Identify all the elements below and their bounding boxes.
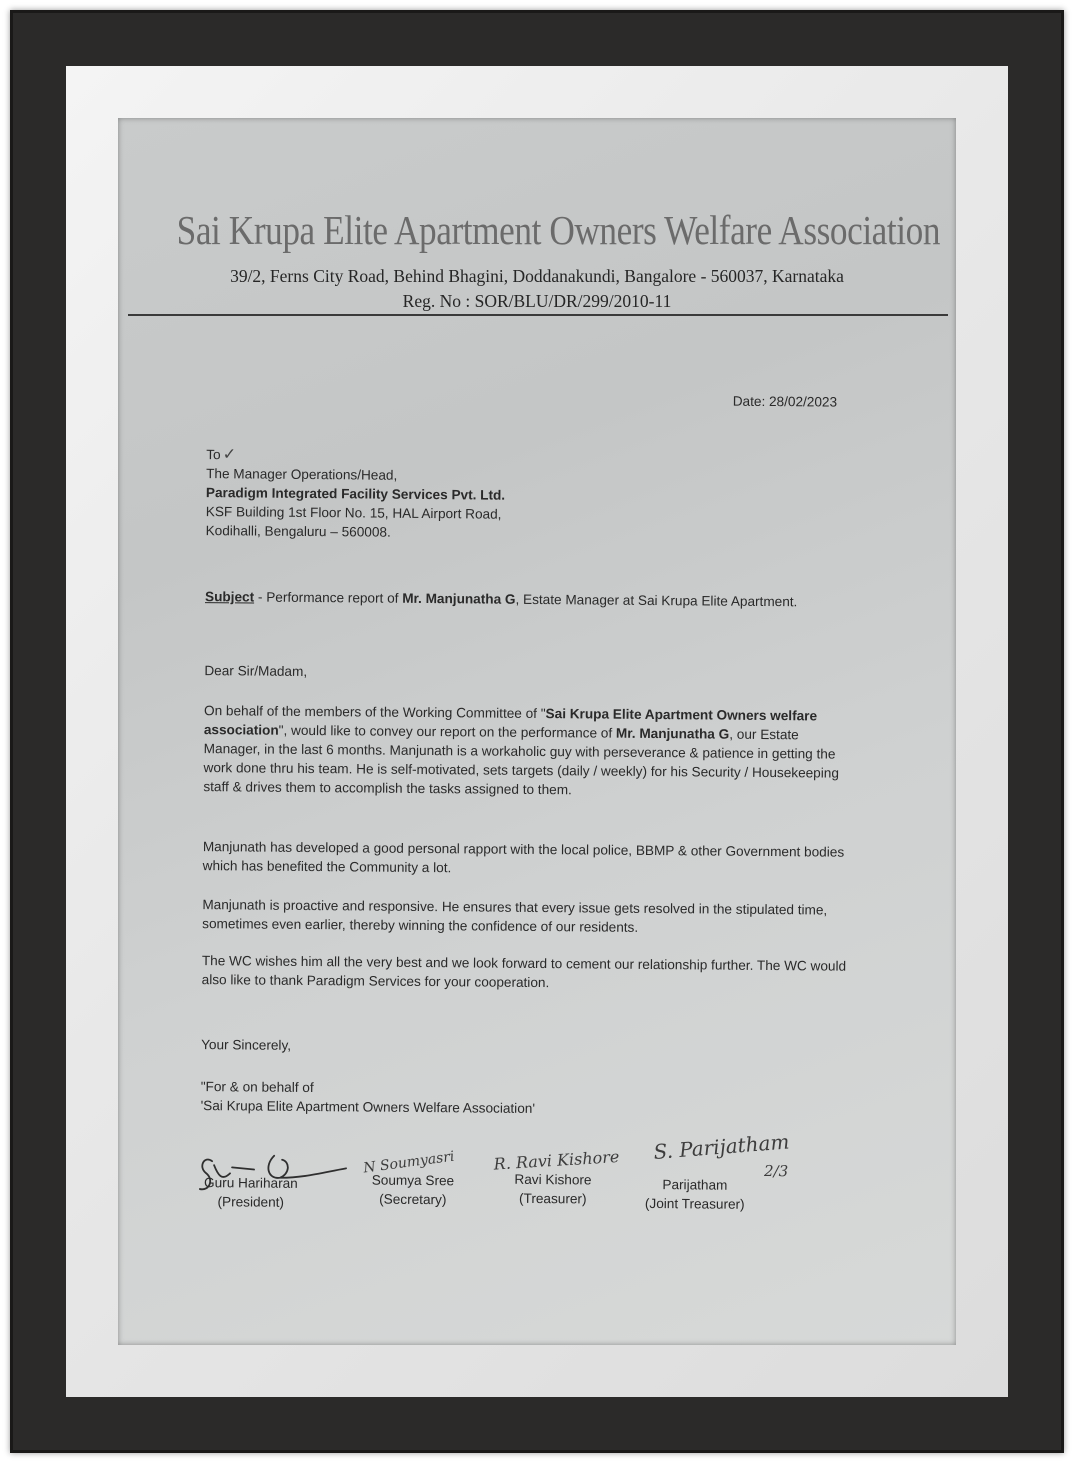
signatory-president bbox=[176, 1173, 326, 1212]
letterhead-title: Sai Krupa Elite Apartment Owners Welfare Association bbox=[176, 207, 941, 253]
signature-secretary-text: N Soumyasri bbox=[362, 1148, 456, 1177]
signatory-name: Guru Hariharan bbox=[204, 1175, 298, 1191]
paragraph-1-part-c: ", would like to convey our report on the performance of bbox=[278, 722, 617, 741]
to-line bbox=[206, 445, 236, 464]
recipient-line-3: KSF Building 1st Floor No. 15, HAL Airport Road, bbox=[205, 504, 502, 522]
signature-joint-treasurer-text: S. Parijatham bbox=[652, 1129, 791, 1165]
subject-label: Subject bbox=[204, 589, 255, 605]
frame-mat bbox=[66, 66, 1008, 1397]
signatory-joint-treasurer bbox=[620, 1175, 770, 1214]
letter-page bbox=[118, 118, 956, 1345]
salutation: Dear Sir/Madam, bbox=[204, 663, 308, 679]
subject-text-1: - Performance report of bbox=[254, 589, 403, 606]
signature-joint-treasurer bbox=[652, 1128, 790, 1180]
recipient-address bbox=[206, 464, 506, 543]
signatory-name: Ravi Kishore bbox=[514, 1171, 592, 1188]
recipient-line-4: Kodihalli, Bengaluru – 560008. bbox=[205, 523, 391, 540]
signature-joint-treasurer-date: 2/3 bbox=[763, 1161, 789, 1181]
paragraph-1 bbox=[203, 701, 854, 802]
signatory-name: Parijatham bbox=[662, 1177, 728, 1193]
subject-text-2: , Estate Manager at Sai Krupa Elite Apartment. bbox=[515, 591, 798, 610]
paragraph-1-association: Sai Krupa Elite Apartment Owners welfare association bbox=[203, 706, 818, 738]
picture-frame bbox=[10, 10, 1064, 1453]
paragraph-3: Manjunath is proactive and responsive. He ensures that every issue gets resolved in the stipulated time, sometimes even earlier, thereby winning the confidence of our residents. bbox=[202, 897, 828, 935]
to-label: To bbox=[206, 447, 221, 463]
pen-tick-icon: ✓ bbox=[222, 446, 237, 464]
paragraph-1-part-e: , our Estate Manager, in the last 6 months. Manjunath is a workaholic guy with perseverance & patience in getting the work done thru his team. He is self-motivated, sets targets (daily / weekly) for his Security / Housekeeping staff & drives them to accomplish the tasks assigned to them. bbox=[203, 726, 840, 798]
paragraph-1-part-a: On behalf of the members of the Working Committee of " bbox=[203, 703, 546, 722]
signatory-treasurer bbox=[478, 1169, 628, 1208]
on-behalf-line-2: 'Sai Krupa Elite Apartment Owners Welfare Association' bbox=[200, 1098, 536, 1116]
letterhead-registration: Reg. No : SOR/BLU/DR/299/2010-11 bbox=[402, 291, 672, 311]
signatory-role: (President) bbox=[217, 1194, 285, 1210]
on-behalf-block bbox=[201, 1077, 536, 1118]
subject-name: Mr. Manjunatha G bbox=[402, 590, 516, 607]
paragraph-1-name: Mr. Manjunatha G bbox=[615, 725, 730, 742]
paragraph-4: The WC wishes him all the very best and we look forward to cement our relationship further. The WC would also like to thank Paradigm Services for your cooperation. bbox=[201, 953, 847, 991]
signatory-role: (Joint Treasurer) bbox=[644, 1195, 745, 1212]
signatory-name: Soumya Sree bbox=[371, 1172, 455, 1189]
signatory-secretary bbox=[338, 1170, 488, 1209]
letter-date: Date: 28/02/2023 bbox=[732, 393, 838, 410]
recipient-company: Paradigm Integrated Facility Services Pvt. Ltd. bbox=[205, 485, 506, 503]
letter-body bbox=[118, 118, 956, 1345]
signature-block bbox=[118, 1114, 952, 1251]
signature-treasurer-text: R. Ravi Kishore bbox=[493, 1146, 620, 1174]
paragraph-2: Manjunath has developed a good personal rapport with the local police, BBMP & other Government bodies which has benefited the Community a lot. bbox=[202, 839, 845, 876]
signatory-role: (Secretary) bbox=[379, 1191, 447, 1208]
closing: Your Sincerely, bbox=[201, 1037, 292, 1053]
on-behalf-line-1: "For & on behalf of bbox=[200, 1079, 314, 1096]
subject-line bbox=[205, 587, 805, 611]
signatory-role: (Treasurer) bbox=[518, 1190, 587, 1207]
recipient-line-1: The Manager Operations/Head, bbox=[206, 466, 398, 483]
letterhead-address: 39/2, Ferns City Road, Behind Bhagini, Doddanakundi, Bangalore - 560037, Karnataka bbox=[230, 266, 844, 286]
